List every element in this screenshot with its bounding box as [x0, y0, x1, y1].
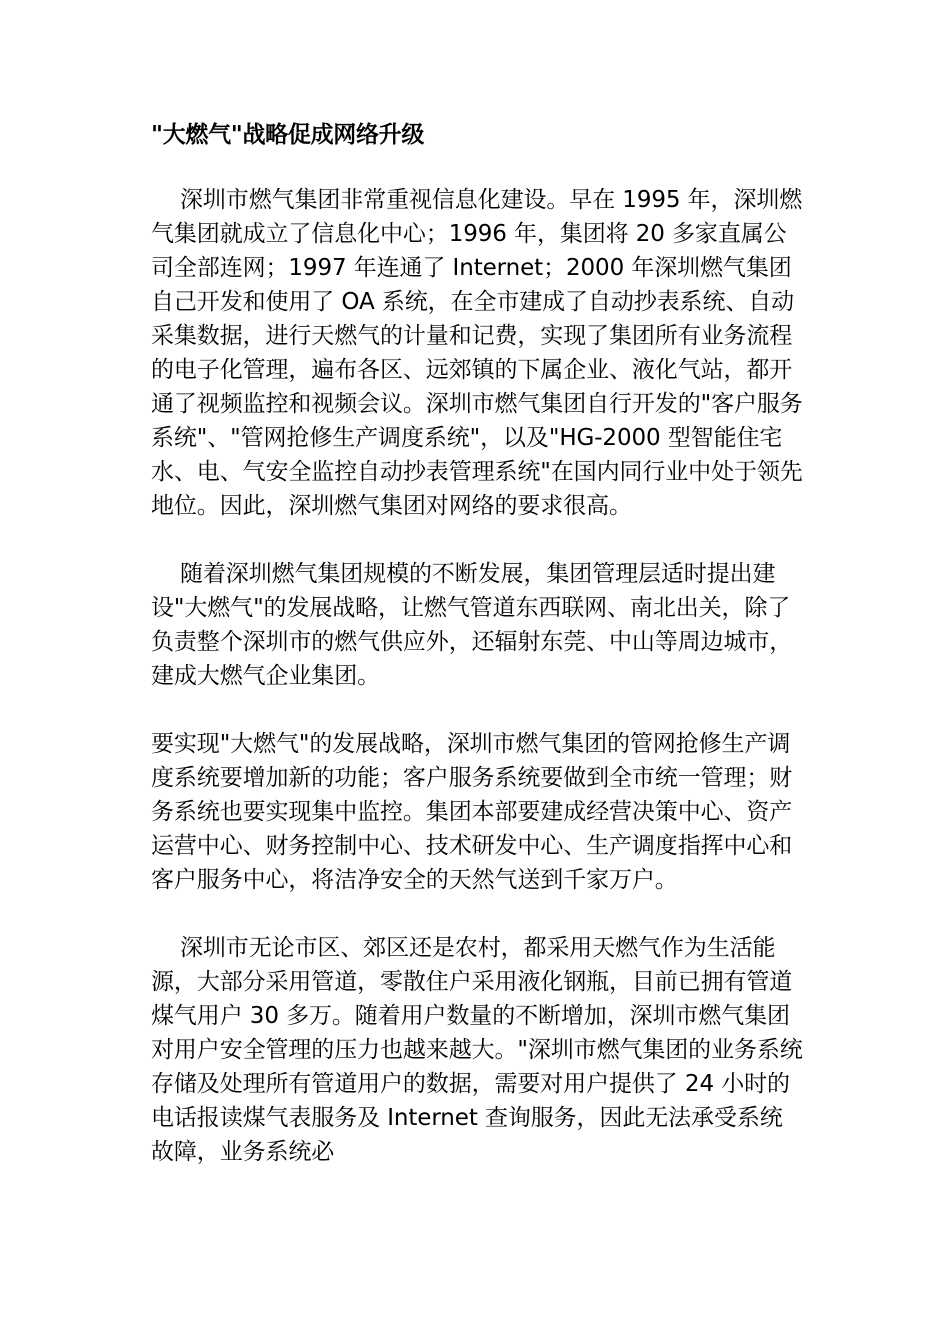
document-body	[151, 118, 803, 1169]
paragraph-3: 要实现"大燃气"的发展战略，深圳市燃气集团的管网抢修生产调度系统要增加新的功能；客户服务系统要做到全市统一管理；财务系统也要实现集中监控。集团本部要建成经营决策中心、资产运营中心、财务控制中心、技术研发中心、生产调度指挥中心和客户服务中心，将洁净安全的天然气送到千家万户。	[151, 731, 793, 893]
spacer	[151, 523, 803, 557]
paragraph-1: 深圳市燃气集团非常重视信息化建设。早在 1995 年，深圳燃气集团就成立了信息化中心；1996 年，集团将 20 多家直属公司全部连网；1997 年连通了 Internet；2000 年深圳燃气集团自己开发和使用了 OA 系统，在全市建成了自动抄表系统、自动采集数据，进行天燃气的计量和记费，实现了集团所有业务流程的电子化管理，遍布各区、远郊镇的下属企业、液化气站，都开通了视频监控和视频会议。深圳市燃气集团自行开发的"客户服务系统"、"管网抢修生产调度系统"，以及"HG-2000 型智能住宅水、电、气安全监控自动抄表管理系统"在国内同行业中处于领先地位。因此，深圳燃气集团对网络的要求很高。	[151, 187, 803, 519]
spacer	[151, 693, 803, 727]
article-title: "大燃气"战略促成网络升级	[151, 122, 425, 148]
paragraph-4: 深圳市无论市区、郊区还是农村，都采用天燃气作为生活能源，大部分采用管道，零散住户采用液化钢瓶，目前已拥有管道煤气用户 30 多万。随着用户数量的不断增加，深圳市燃气集团对用户安全管理的压力也越来越大。"深圳市燃气集团的业务系统存储及处理所有管道用户的数据，需要对用户提供了 24 小时的电话报读煤气表服务及 Internet 查询服务，因此无法承受系统故障，业务系统必	[151, 935, 803, 1165]
spacer	[151, 152, 803, 183]
paragraph-2: 随着深圳燃气集团规模的不断发展，集团管理层适时提出建设"大燃气"的发展战略，让燃气管道东西联网、南北出关，除了负责整个深圳市的燃气供应外，还辐射东莞、中山等周边城市，建成大燃气企业集团。	[151, 561, 793, 689]
spacer	[151, 897, 803, 931]
